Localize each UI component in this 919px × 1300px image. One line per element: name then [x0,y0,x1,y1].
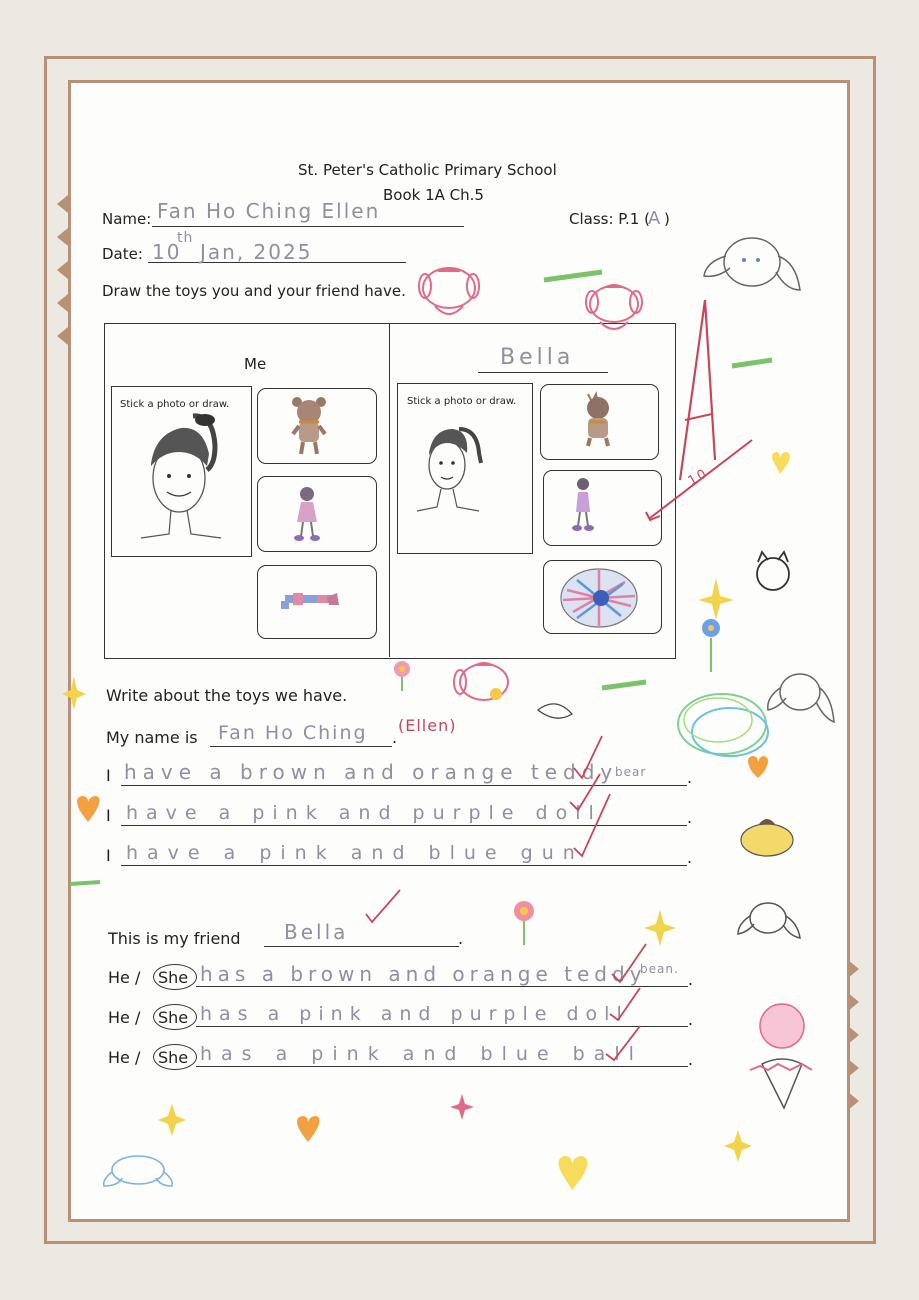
friend-end: . [458,929,464,948]
i-sentence-3: have a pink and blue gun [126,842,584,864]
i-label: I [106,766,111,785]
i-sentence-2: have a pink and purple doll [126,802,602,824]
he-label: He / [108,968,141,987]
class-value: A [648,208,663,229]
she-label: She [158,968,189,987]
she-sentence-1-tail: bean. [640,962,679,976]
friend-value: Bella [284,920,349,944]
i-sentence-2-end: . [687,808,693,827]
class-label: Class: P.1 ( [569,210,650,228]
she-sentence-1: has a brown and orange teddy [200,962,647,986]
my-name-value: Fan Ho Ching [218,722,368,744]
school-name: St. Peter's Catholic Primary School [298,161,557,179]
i-label: I [106,846,111,865]
me-heading: Me [244,355,267,373]
she-sentence-1-end: . [688,970,694,989]
book-chapter: Book 1A Ch.5 [383,186,484,204]
draw-instruction: Draw the toys you and your friend have. [102,282,406,300]
she-sentence-2-end: . [688,1010,694,1029]
he-label: He / [108,1008,141,1027]
student-name: Fan Ho Ching Ellen [157,199,381,223]
date-suffix: th [177,230,194,246]
i-label: I [106,806,111,825]
she-sentence-3-end: . [688,1050,694,1069]
me-photo-prompt: Stick a photo or draw. [120,399,230,410]
friend-photo-prompt: Stick a photo or draw. [407,396,517,407]
friend-prefix: This is my friend [108,929,241,948]
write-heading: Write about the toys we have. [106,686,348,705]
he-label: He / [108,1048,141,1067]
she-sentence-2: has a pink and purple doll [200,1003,629,1025]
i-sentence-3-end: . [687,848,693,867]
class-close: ) [664,210,670,228]
grade-score: 10 [685,465,711,490]
date-day: 10 [152,240,182,264]
she-label: She [158,1008,189,1027]
date-rest: Jan, 2025 [200,240,313,264]
i-sentence-1-end: . [687,768,693,787]
she-label: She [158,1048,189,1067]
date-label: Date: [102,245,143,263]
she-sentence-3: has a pink and blue ball [200,1043,643,1065]
name-label: Name: [102,210,152,228]
i-sentence-1: have a brown and orange teddy [124,760,619,784]
my-name-extra: (Ellen) [398,716,457,735]
i-sentence-1-tail: bear [615,765,647,779]
friend-name-heading: Bella [500,345,575,370]
my-name-prefix: My name is [106,728,198,747]
